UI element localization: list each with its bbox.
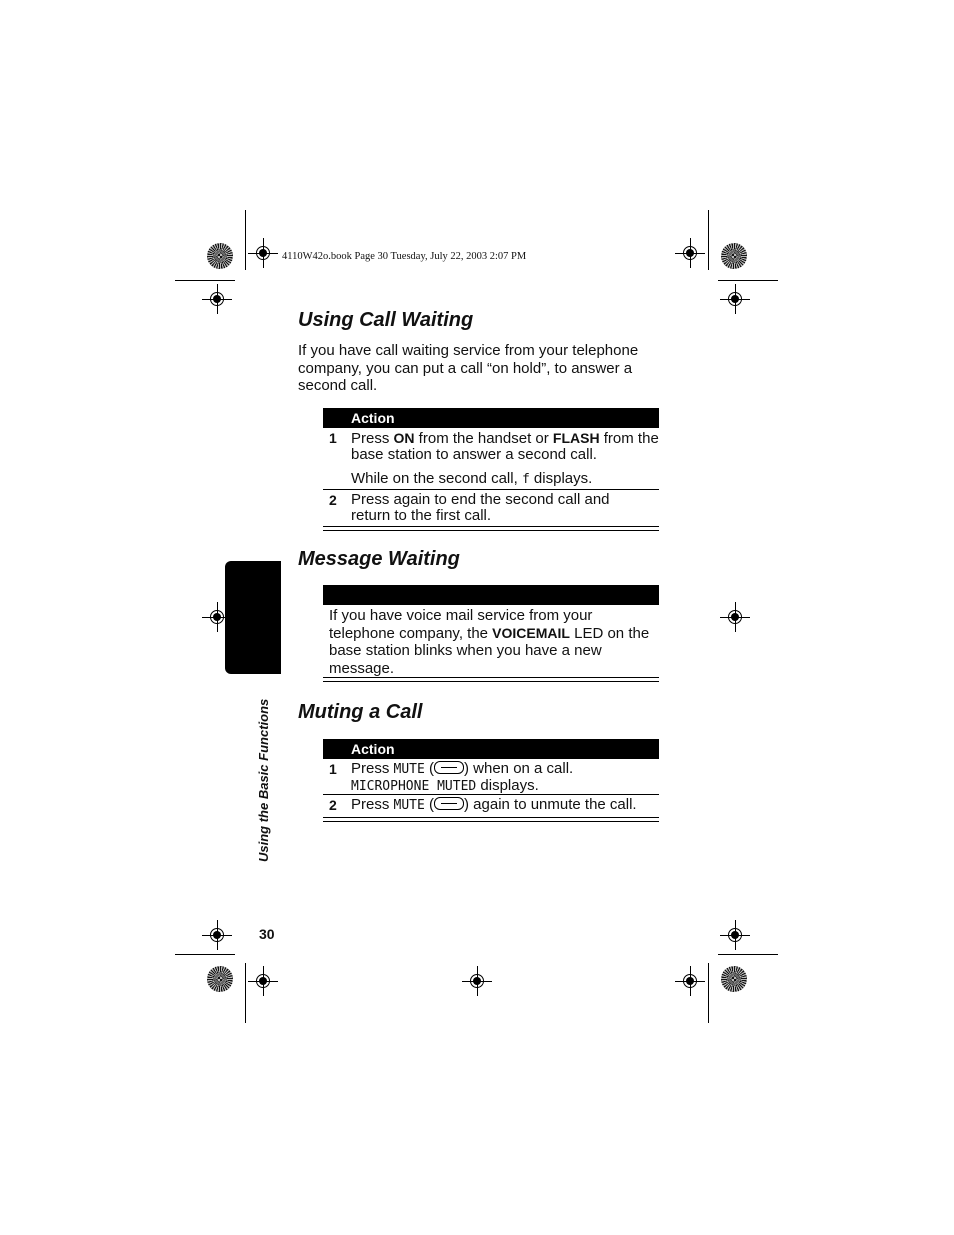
voicemail-led-label: VOICEMAIL xyxy=(492,624,570,641)
registration-mark-icon xyxy=(675,238,705,268)
step-number: 1 xyxy=(329,761,337,777)
muting-table xyxy=(323,739,659,822)
star-target-icon xyxy=(721,243,747,269)
crop-mark xyxy=(718,280,778,281)
chapter-tab xyxy=(225,561,281,674)
registration-mark-icon xyxy=(720,920,750,950)
table-header: Action xyxy=(323,739,659,759)
star-target-icon xyxy=(207,966,233,992)
step-text: Press again to end the second call and return to the first call. xyxy=(351,491,610,524)
chapter-side-label: Using the Basic Functions xyxy=(256,698,271,862)
call-waiting-intro: If you have call waiting service from your telephone company, you can put a call “on hold”, to answer a second call. xyxy=(298,342,639,394)
table-row xyxy=(323,428,659,490)
step-text: Press ON from the handset or FLASH from the base station to answer a second call. xyxy=(351,430,659,463)
section-title-muting: Muting a Call xyxy=(298,701,423,723)
mute-softkey-label: MUTE xyxy=(393,798,425,813)
table-end-rule xyxy=(323,530,659,531)
crop-mark xyxy=(708,963,709,1023)
registration-mark-icon xyxy=(462,966,492,996)
flash-key-label: FLASH xyxy=(552,430,600,446)
crop-mark xyxy=(708,210,709,270)
call-waiting-table xyxy=(323,408,659,531)
table-row xyxy=(323,795,659,818)
star-target-icon xyxy=(721,966,747,992)
table-header xyxy=(323,585,659,605)
step-note: While on the second call, f displays. xyxy=(351,470,593,487)
softkey-icon xyxy=(434,761,464,774)
step-number: 2 xyxy=(329,492,337,508)
file-header: 4110W42o.book Page 30 Tuesday, July 22, 2003 2:07 PM xyxy=(282,251,527,262)
star-target-icon xyxy=(207,243,233,269)
registration-mark-icon xyxy=(202,284,232,314)
table-row xyxy=(323,605,659,678)
step-text: Press MUTE ( ) when on a call. MICROPHONE MUTED displays. xyxy=(351,760,574,794)
crop-mark xyxy=(245,963,246,1023)
page-number: 30 xyxy=(259,926,275,942)
mute-softkey-label: MUTE xyxy=(393,762,425,777)
crop-mark xyxy=(175,954,235,955)
registration-mark-icon xyxy=(248,238,278,268)
on-key-label: ON xyxy=(393,430,415,446)
message-waiting-body: If you have voice mail service from your telephone company, the VOICEMAIL LED on the base station blinks when you have a new message. xyxy=(329,607,650,677)
section-title-call-waiting: Using Call Waiting xyxy=(298,309,474,331)
table-header: Action xyxy=(323,408,659,428)
step-number: 2 xyxy=(329,797,337,813)
registration-mark-icon xyxy=(202,920,232,950)
registration-mark-icon xyxy=(248,966,278,996)
crop-mark xyxy=(245,210,246,270)
registration-mark-icon xyxy=(675,966,705,996)
registration-mark-icon xyxy=(720,284,750,314)
table-row xyxy=(323,759,659,795)
table-end-rule xyxy=(323,681,659,682)
softkey-icon xyxy=(434,797,464,810)
section-title-message-waiting: Message Waiting xyxy=(298,548,460,570)
table-end-rule xyxy=(323,821,659,822)
message-waiting-table xyxy=(323,585,659,682)
step-text: Press MUTE ( ) again to unmute the call. xyxy=(351,796,637,813)
call-waiting-icon: f xyxy=(521,472,530,487)
crop-mark xyxy=(175,280,235,281)
display-text: MICROPHONE MUTED xyxy=(351,779,477,794)
crop-mark xyxy=(718,954,778,955)
registration-mark-icon xyxy=(720,602,750,632)
step-number: 1 xyxy=(329,430,337,446)
table-row xyxy=(323,490,659,527)
